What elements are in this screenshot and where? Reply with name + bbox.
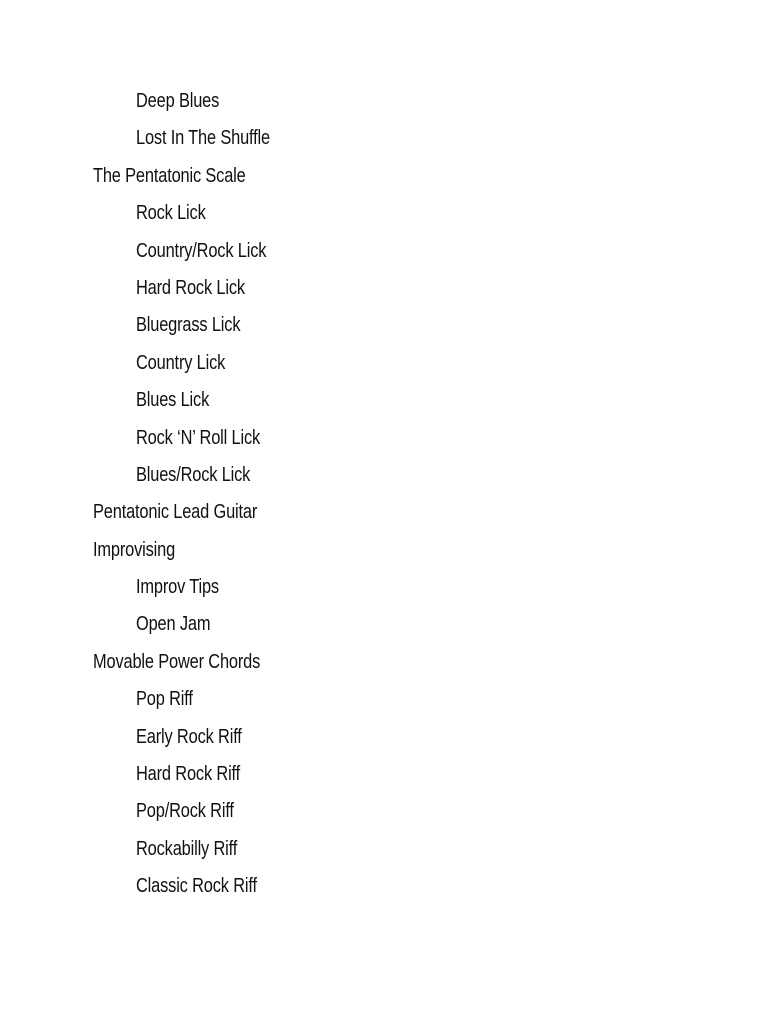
table-of-contents — [0, 83, 768, 906]
toc-section-pentatonic-lead-guitar — [0, 494, 768, 531]
toc-entry-label: Lost In The Shuffle — [136, 127, 270, 150]
toc-entry-label: Hard Rock Riff — [136, 763, 241, 786]
toc-entry-pop-riff — [0, 681, 768, 718]
toc-entry-label: Deep Blues — [136, 90, 220, 112]
toc-entry-country-rock-lick — [0, 233, 768, 270]
toc-section-label: Pentatonic Lead Guitar — [93, 501, 258, 524]
toc-entry-open-jam — [0, 606, 768, 643]
toc-entry-label: Early Rock Riff — [136, 725, 242, 748]
toc-section-label: Movable Power Chords — [93, 650, 261, 673]
toc-entry-blues-lick — [0, 382, 768, 419]
toc-entry-deep-blues — [0, 83, 768, 120]
toc-entry-blues-rock-lick — [0, 457, 768, 494]
toc-entry-rockabilly-riff — [0, 831, 768, 868]
toc-entry-bluegrass-lick — [0, 307, 768, 344]
toc-section-improvising — [0, 532, 768, 569]
toc-entry-label: Rock ‘N’ Roll Lick — [136, 426, 261, 449]
toc-entry-label: Rockabilly Riff — [136, 837, 238, 860]
toc-entry-label: Rock Lick — [136, 202, 206, 225]
toc-entry-label: Classic Rock Riff — [136, 875, 257, 898]
toc-entry-classic-rock-riff — [0, 868, 768, 905]
toc-entry-label: Blues Lick — [136, 389, 210, 412]
toc-entry-label: Blues/Rock Lick — [136, 463, 251, 486]
toc-entry-pop-rock-riff — [0, 793, 768, 830]
toc-entry-lost-in-the-shuffle — [0, 120, 768, 157]
toc-section-the-pentatonic-scale — [0, 158, 768, 195]
toc-entry-hard-rock-lick — [0, 270, 768, 307]
toc-entry-label: Country/Rock Lick — [136, 239, 267, 262]
toc-entry-label: Bluegrass Lick — [136, 314, 241, 337]
toc-entry-country-lick — [0, 345, 768, 382]
toc-entry-label: Improv Tips — [136, 576, 219, 599]
toc-section-label: Improvising — [93, 538, 176, 561]
toc-entry-improv-tips — [0, 569, 768, 606]
toc-entry-label: Country Lick — [136, 351, 226, 374]
toc-section-label: The Pentatonic Scale — [93, 164, 246, 187]
toc-entry-hard-rock-riff — [0, 756, 768, 793]
toc-section-movable-power-chords — [0, 644, 768, 681]
toc-entry-label: Pop Riff — [136, 688, 193, 711]
toc-entry-label: Hard Rock Lick — [136, 276, 245, 299]
toc-entry-label: Pop/Rock Riff — [136, 800, 234, 823]
toc-entry-rock-n-roll-lick — [0, 420, 768, 457]
toc-entry-early-rock-riff — [0, 719, 768, 756]
toc-entry-rock-lick — [0, 195, 768, 232]
toc-entry-label: Open Jam — [136, 613, 211, 636]
